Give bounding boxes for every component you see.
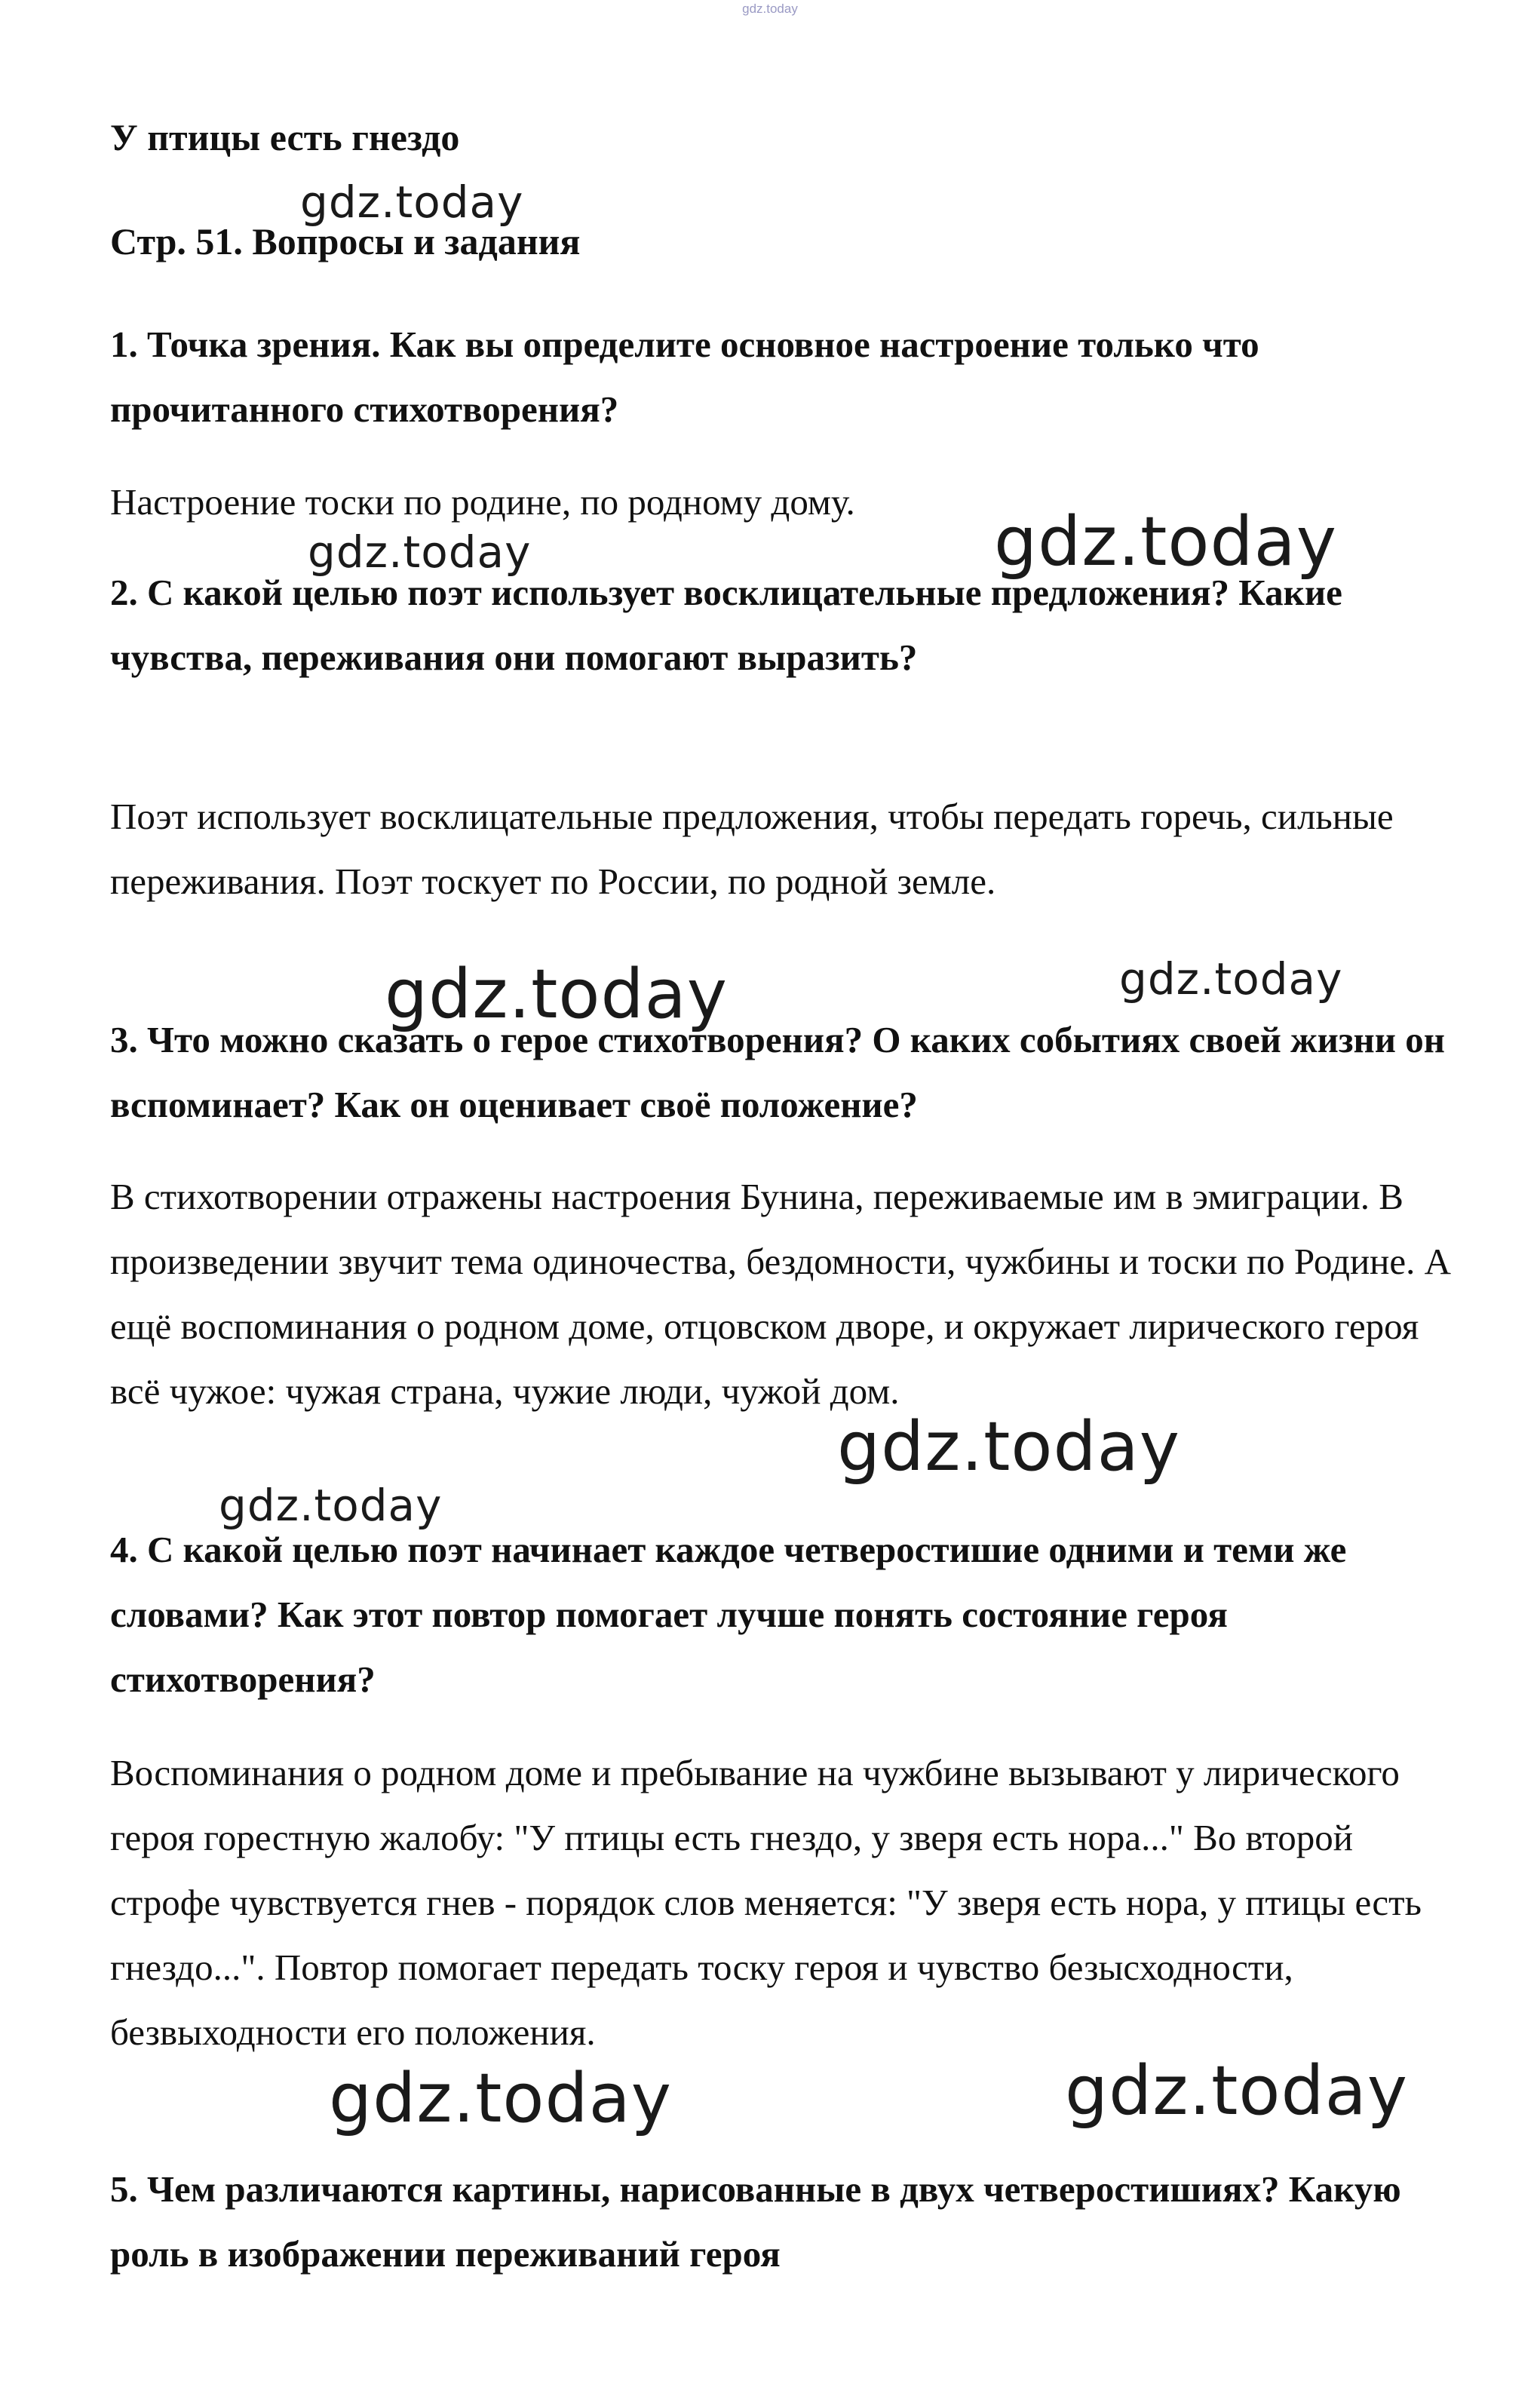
question-4: 4. С какой целью поэт начинает каждое четверостишие одними и теми же словами? Как этот повтор помогает лучше понять состояние героя стихотворения? <box>110 1529 1347 1700</box>
answer-4: Воспоминания о родном доме и пребывание на чужбине вызывают у лирического героя горестную жалобу: "У птицы есть гнездо, у зверя есть нора..." Во второй строфе чувствуется гнев - порядок слов меняется: "У зверя есть нора, у птицы есть гнездо...". Повтор помогает передать тоску героя и чувство безысходности, безвыходности его положения. <box>110 1752 1422 2053</box>
watermark: gdz.today <box>308 526 532 578</box>
answer-1: Настроение тоски по родине, по родному дому. <box>110 481 855 523</box>
watermark: gdz.today <box>385 955 729 1034</box>
watermark: gdz.today <box>837 1407 1181 1487</box>
section-heading: Стр. 51. Вопросы и задания <box>110 220 581 262</box>
watermark: gdz.today <box>219 1480 443 1531</box>
watermark: gdz.today <box>994 502 1338 581</box>
watermark: gdz.today <box>300 176 524 228</box>
question-1: 1. Точка зрения. Как вы определите основное настроение только что прочитанного стихотворения? <box>110 324 1259 430</box>
question-2: 2. С какой целью поэт использует восклицательные предложения? Какие чувства, переживания они помогают выразить? <box>110 572 1342 678</box>
question-5: 5. Чем различаются картины, нарисованные в двух четверостишиях? Какую роль в изображении переживаний героя <box>110 2168 1401 2275</box>
watermark: gdz.today <box>1065 2051 1409 2131</box>
question-3: 3. Что можно сказать о герое стихотворения? О каких событиях своей жизни он вспоминает? Как он оценивает своё положение? <box>110 1019 1446 1125</box>
watermark: gdz.today <box>329 2059 673 2138</box>
answer-2: Поэт использует восклицательные предложения, чтобы передать горечь, сильные переживания. Поэт тоскует по России, по родной земле. <box>110 796 1394 902</box>
watermark: gdz.today <box>1119 953 1343 1005</box>
document-title: У птицы есть гнездо <box>110 116 460 158</box>
header-watermark: gdz.today <box>742 2 798 16</box>
answer-3: В стихотворении отражены настроения Бунина, переживаемые им в эмиграции. В произведении звучит тема одиночества, бездомности, чужбины и тоски по Родине. А ещё воспоминания о родном доме, отцовском дворе, и окружает лирического героя всё чужое: чужая страна, чужие люди, чужой дом. <box>110 1176 1452 1412</box>
